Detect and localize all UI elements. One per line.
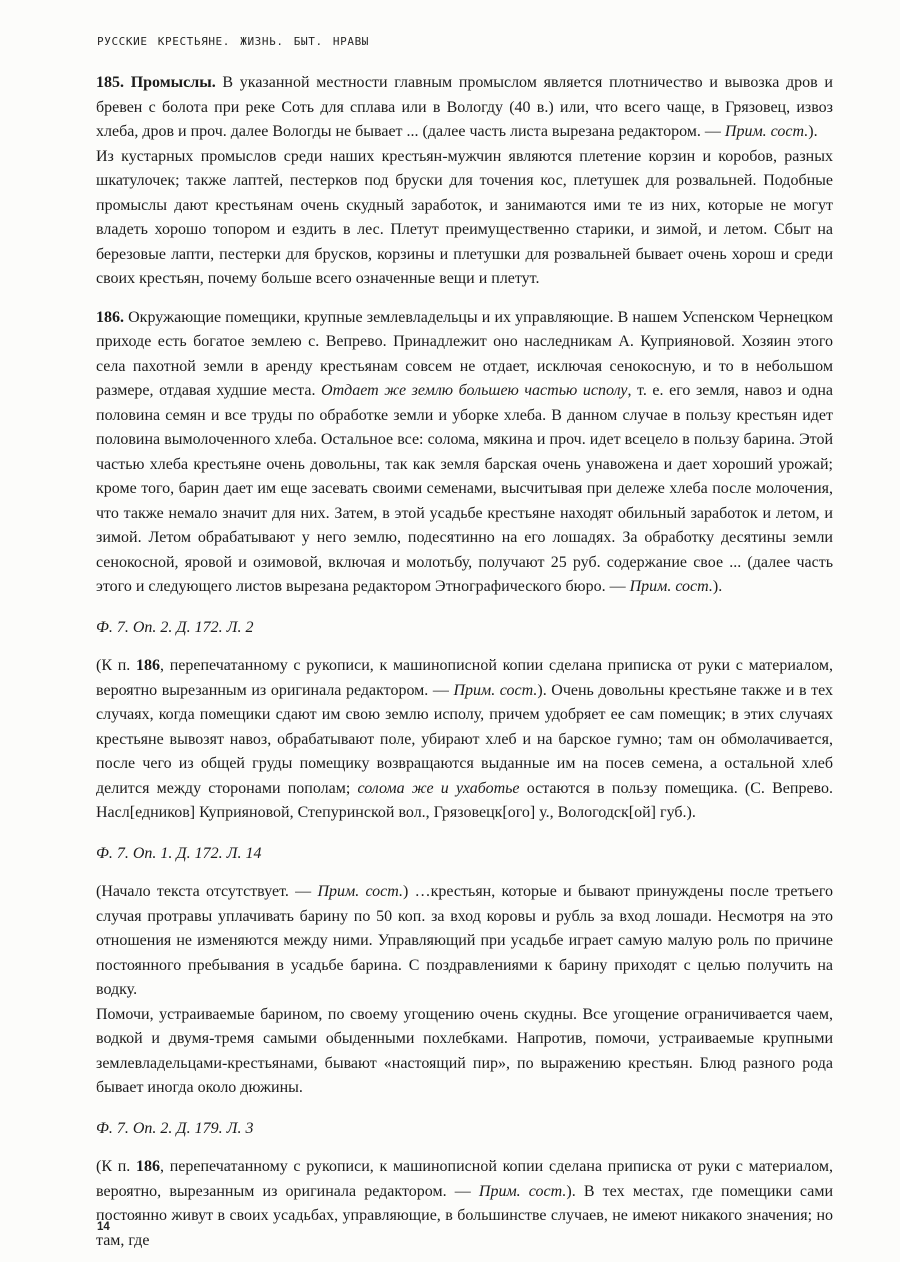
text-segment: (К п. — [96, 1158, 136, 1175]
text-segment: , перепечатанному с рукописи, к машинописной копии сделана приписка от руки с материалом, вероятно, вырезанным из оригинала редактором. — — [96, 1158, 834, 1200]
text-segment: (Начало текста отсутствует. — — [96, 883, 318, 900]
text-segment: Помочи, устраиваемые барином, по своему угощению очень скудны. Все угощение ограничивается чаем, водкой и двумя-тремя самыми обыденными похлебками. Напротив, помочи, устраиваемые крупными землевладельцами-крестьянами, бывают «настоящий пир», по выражению крестьян. Блюд разного рода бывает иногда около дюжины. — [96, 1005, 833, 1096]
text-segment: Прим. сост. — [317, 883, 404, 900]
paragraph-note-186-second — [96, 1155, 833, 1253]
paragraph-no-beginning — [96, 880, 833, 1003]
text-segment: Ф. 7. Оп. 2. Д. 179. Л. 3 — [96, 1119, 254, 1137]
text-segment: Ф. 7. Оп. 1. Д. 172. Л. 14 — [96, 844, 262, 862]
text-segment: Из кустарных промыслов среди наших крестьян-мужчин являются плетение корзин и коробов, разных шкатулочек; также лаптей, пестерков под бруски для точения кос, плетушек для розвальней. Подобные промыслы дают крестьянам очень скудный заработок, и занимаются ими те из них, которые не могут владеть хорошо топором и ездить в лес. Плетут преимущественно старики, и зимой, и летом. Сбыт на березовые лапти, пестерки для брусков, корзины и плетушки для розвальней бывает очень хорош и среди своих крестьян, почему больше всего означенные вещи и плетут. — [96, 147, 833, 287]
running-head: РУССКИЕ КРЕСТЬЯНЕ. ЖИЗНЬ. БЫТ. НРАВЫ — [97, 35, 370, 48]
paragraph-185-continued — [96, 145, 833, 292]
text-segment: Окружающие помещики, крупные землевладельцы и их управляющие. В нашем Успенском Чернецком приходе есть богатое землею с. Вепрево. Принадлежит оно наследникам А. Куприяновой. Хозяин этого села пахотной земли в аренду крестьянам совсем не отдает, исключая сенокосную, и то в небольшом размере, отдавая худшие места. — [96, 308, 833, 399]
text-segment: ) …крестьян, которые и бывают принуждены после третьего случая протравы уплачивать барину по 50 коп. за вход коровы и рубль за вход лошади. Несмотря на это отношения не изменяются между ними. Управляющий при усадьбе играет самую малую роль по причине постоянного пребывания в усадьбе барина. С поздравлениями к барину приходят с целью получить на водку. — [96, 883, 834, 998]
paragraph-pomochi — [96, 1003, 833, 1101]
text-segment: ). В тех местах, где помещики сами постоянно живут в своих усадьбах, управляющие, в большинстве случаев, не имеют никакого значения; но там, где — [96, 1182, 834, 1249]
page-number: 14 — [97, 1221, 110, 1233]
text-segment: ). — [712, 578, 723, 595]
text-segment: Прим. сост. — [478, 1182, 567, 1200]
paragraph-186 — [96, 306, 833, 600]
text-segment: ). Очень довольны крестьяне также и в тех случаях, когда помещики сдают им свою землю исполу, причем удобряет ее сам помещик; в этих случаях крестьяне вывозят навоз, обрабатывают поле, убирают хлеб и на барское гумно; там он обмолачивается, после чего из общей груды помещику возвращаются выданные им на посев семена, а остальной хлеб делится между сторонами пополам; — [96, 681, 833, 797]
text-segment: Отдает же землю большею частью исполу — [321, 382, 628, 399]
archive-reference-3 — [96, 1117, 833, 1142]
paragraph-note-186-first — [96, 654, 833, 826]
text-content — [96, 71, 833, 1253]
text-segment: Прим. сост. — [629, 578, 713, 595]
text-segment: Прим. сост. — [724, 123, 809, 140]
archive-reference-2 — [96, 842, 833, 867]
text-segment: (К п. — [96, 657, 136, 674]
text-segment: , перепечатанному с рукописи, к машинописной копии сделана приписка от руки с материалом, вероятно вырезанным из оригинала редактором. — — [96, 657, 834, 699]
text-segment: остаются в пользу помещика. (С. Вепрево. Насл[едников] Куприяновой, Степуринской вол., Грязовецк[ого] у., Вологодск[ой] губ.). — [96, 779, 834, 821]
text-segment: 186 — [136, 1158, 160, 1175]
text-segment: , т. е. его земля, навоз и одна половина семян и все труды по обработке земли и уборке хлеба. В данном случае в пользу крестьян идет половина вымолоченного хлеба. Остальное все: солома, мякина и проч. идет всецело в пользу барина. Этой частью хлеба крестьяне очень довольны, так как земля барская очень унавожена и дает хороший урожай; кроме того, барин дает им еще засевать своими семенами, высчитывая при дележе хлеба после молочения, что также немало значит для них. Затем, в этой усадьбе крестьяне находят обильный заработок и летом, и зимой. Летом обрабатывают у него землю, подесятинно на его лошадях. За обработку десятины земли сенокосной, яровой и озимовой, включая и молотьбу, получают 25 руб. содержание свое ... (далее часть этого и следующего листов вырезана редактором Этнографического бюро. — — [96, 382, 833, 595]
paragraph-185 — [96, 71, 833, 145]
archive-reference-1 — [96, 616, 833, 641]
text-segment: 186. — [96, 308, 124, 326]
text-segment: 185. Промыслы. — [96, 74, 223, 91]
text-segment: Прим. сост. — [453, 681, 538, 699]
text-segment: солома же и ухаботье — [357, 779, 520, 797]
text-segment: ). — [808, 123, 818, 140]
text-segment: Ф. 7. Оп. 2. Д. 172. Л. 2 — [96, 618, 254, 636]
text-segment: 186 — [136, 657, 160, 674]
text-segment: В указанной местности главным промыслом является плотничество и вывозка дров и бревен с болота при реке Соть для сплава или в Вологду (40 в.) или, что всего чаще, в Грязовец, извоз хлеба, дров и проч. далее Вологды не бывает ... (далее часть листа вырезана редактором. — — [96, 74, 833, 140]
